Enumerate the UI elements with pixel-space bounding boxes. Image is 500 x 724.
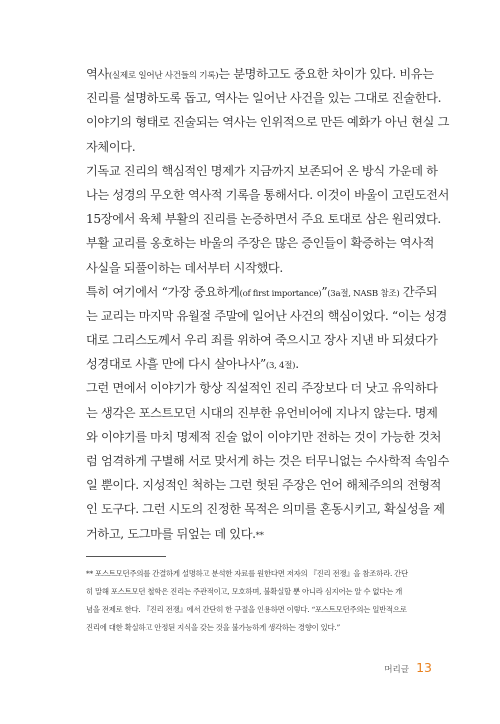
page-footer [384, 660, 432, 675]
body-line [86, 425, 442, 449]
body-segment: 이야기의 형태로 진술되는 역사는 인위적으로 만든 예화가 아닌 현실 그 [86, 115, 449, 130]
inline-reference: (실제로 일어난 사건들의 기록) [108, 71, 219, 81]
body-segment: 거하고, 도그마를 뒤엎는 데 있다. [86, 526, 256, 541]
footnote-line: 히 말해 포스트모던 철학은 진리는 주관적이고, 모호하며, 불확실할 뿐 아니라 심지어는 알 수 없다는 개 [86, 587, 403, 596]
footnote-divider [86, 556, 166, 557]
footnote-line: 념을 전제로 한다. 『진리 전쟁』에서 간단히 한 구절을 인용하면 이렇다. “포스트모던주의는 일반적으로 [86, 605, 407, 614]
body-line [86, 304, 447, 328]
body-segment: 인 도구다. 그런 시도의 진정한 목적은 의미를 혼동시키고, 확실성을 제 [86, 502, 445, 517]
inline-reference: (of first importance) [239, 288, 322, 299]
body-segment: 는 생각은 포스트모던 시대의 진부한 유언비어에 지나지 않는다. 명제 [86, 405, 438, 420]
body-line [86, 473, 442, 497]
body-line [86, 522, 433, 546]
body-line [86, 207, 441, 231]
body-line [86, 86, 442, 110]
body-segment: 대로 그리스도께서 우리 죄를 위하여 죽으시고 장사 지낸 바 되셨다가 [86, 333, 438, 348]
body-segment: 부활 교리를 옹호하는 바울의 주장은 많은 증인들이 확증하는 역사적 [86, 236, 435, 251]
inline-reference: ** [255, 530, 264, 541]
body-line [86, 280, 438, 304]
body-line [86, 159, 438, 183]
body-line [86, 256, 433, 280]
body-text [86, 62, 449, 546]
body-segment: 나는 성경의 무오한 역사적 기록을 통해서다. 이것이 바울이 고린도전서 [86, 187, 449, 202]
body-line [86, 376, 438, 400]
body-segment: 기독교 진리의 핵심적인 명제가 지금까지 보존되어 온 방식 가운데 하 [86, 163, 438, 178]
body-line [86, 231, 433, 255]
body-line [86, 110, 449, 134]
body-segment: 간주되 [399, 284, 438, 299]
body-segment: ” [321, 284, 328, 299]
body-line [86, 449, 449, 473]
body-line [86, 497, 445, 521]
body-line [86, 352, 433, 376]
body-segment: 그런 면에서 이야기가 항상 직설적인 진리 주장보다 더 낫고 유익하다 [86, 381, 438, 396]
body-segment: 럼 엄격하게 구별해 서로 맞서게 하는 것은 터무니없는 수사학적 속임수 [86, 454, 449, 468]
body-line [86, 401, 438, 425]
footnote-line: ** 포스트모던주의를 간결하게 설명하고 분석한 자료를 원한다면 저자의 『진리 전쟁』을 참조하라. 간단 [86, 569, 408, 578]
body-line [86, 62, 433, 86]
page-number: 13 [416, 660, 432, 675]
body-segment: 는 분명하고도 중요한 차이가 있다. 비유는 [218, 67, 434, 81]
body-line [86, 328, 438, 352]
body-segment: 는 교리는 마지막 유월절 주말에 일어난 사건의 핵심이었다. “이는 성경 [86, 308, 447, 323]
footnote-line: 진리에 대한 확실하고 안정된 지식을 갖는 것을 불가능하게 생각하는 경향이 있다.” [86, 623, 340, 632]
body-segment: 일 뿐이다. 지성적인 척하는 그런 헛된 주장은 언어 해체주의의 전형적 [86, 478, 442, 493]
body-segment: 와 이야기를 마치 명제적 진술 없이 이야기만 전하는 것이 가능한 것처 [86, 429, 442, 444]
body-segment: 자체이다. [86, 139, 136, 154]
inline-reference: (3a절, NASB 참조) [327, 288, 400, 299]
body-segment: 특히 여기에서 “가장 중요하게 [86, 284, 240, 299]
body-segment: 진리를 설명하도록 돕고, 역사는 일어난 사건을 있는 그대로 진술한다. [86, 91, 442, 106]
body-segment: 역사 [86, 67, 109, 81]
body-segment: 성경대로 사흘 만에 다시 살아나사” [86, 357, 266, 372]
running-head: 머리글 [384, 665, 410, 675]
body-line [86, 183, 449, 207]
body-segment: 사실을 되풀이하는 데서부터 시작했다. [86, 260, 283, 275]
body-line [86, 135, 433, 159]
inline-reference: (3, 4절) [265, 361, 296, 372]
body-segment: . [295, 357, 299, 372]
body-segment: 15장에서 육체 부활의 진리를 논증하면서 주요 토대로 삼은 원리였다. [86, 212, 441, 227]
footnote [86, 565, 433, 637]
